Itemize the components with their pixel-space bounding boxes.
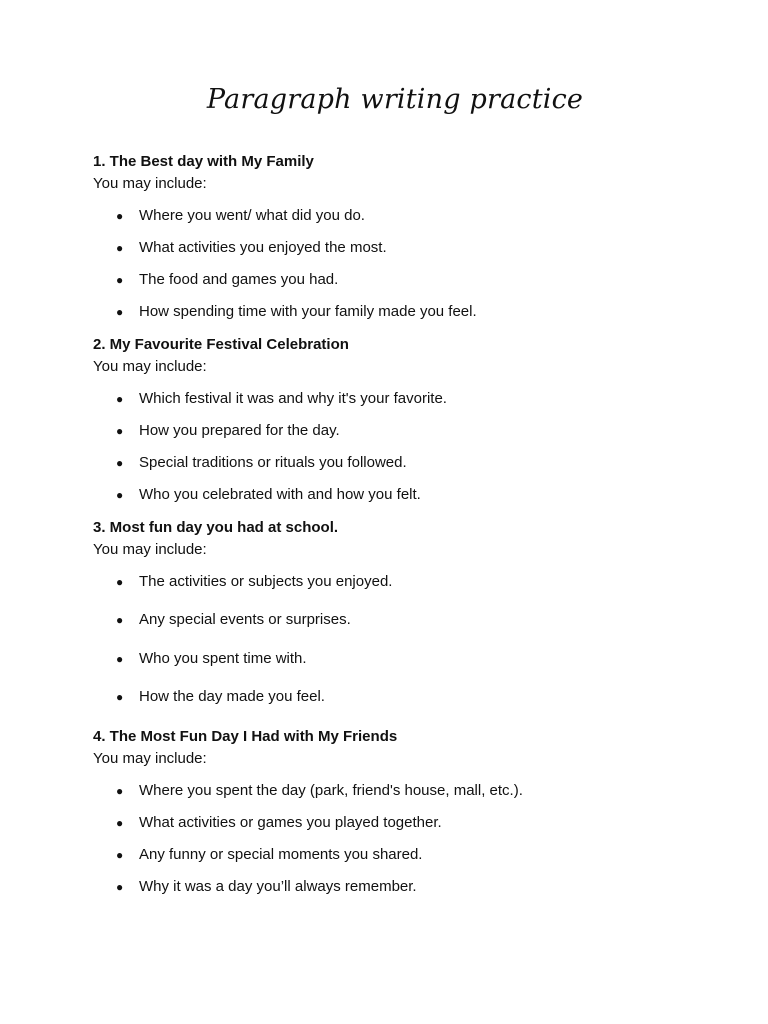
bullet-icon: ● <box>116 241 124 255</box>
list-item-text: How the day made you feel. <box>139 688 325 705</box>
bullet-icon: ● <box>116 880 124 894</box>
bullet-icon: ● <box>116 273 124 287</box>
list-item <box>93 609 733 631</box>
list-item-text: What activities or games you played together. <box>139 814 442 831</box>
list-item-text: Special traditions or rituals you followed. <box>139 454 407 471</box>
list-item <box>93 876 733 898</box>
section-heading: 1. The Best day with My Family <box>93 153 314 170</box>
list-item-text: The activities or subjects you enjoyed. <box>139 573 393 590</box>
list-item-text: How spending time with your family made you feel. <box>139 303 477 320</box>
section-fun-day-friends <box>93 726 733 898</box>
bullet-icon: ● <box>116 784 124 798</box>
bullet-icon: ● <box>116 816 124 830</box>
bullet-icon: ● <box>116 488 124 502</box>
list-item <box>93 301 733 323</box>
list-item-text: Which festival it was and why it's your favorite. <box>139 390 447 407</box>
bullet-list <box>93 571 733 708</box>
bullet-icon: ● <box>116 456 124 470</box>
section-heading: 4. The Most Fun Day I Had with My Friends <box>93 728 398 745</box>
section-intro: You may include: <box>93 541 207 558</box>
section-fun-day-school <box>93 517 733 708</box>
list-item <box>93 237 733 259</box>
list-item <box>93 571 733 593</box>
list-item <box>93 686 733 708</box>
section-intro: You may include: <box>93 358 207 375</box>
list-item-text: Any special events or surprises. <box>139 611 351 628</box>
list-item-text: Who you spent time with. <box>139 650 307 667</box>
section-heading: 2. My Favourite Festival Celebration <box>93 336 349 353</box>
section-favourite-festival <box>93 334 733 506</box>
bullet-list <box>93 205 733 323</box>
list-item-text: Where you went/ what did you do. <box>139 207 365 224</box>
section-best-day-family <box>93 151 733 323</box>
bullet-icon: ● <box>116 652 124 666</box>
bullet-icon: ● <box>116 209 124 223</box>
list-item <box>93 780 733 802</box>
bullet-icon: ● <box>116 690 124 704</box>
list-item <box>93 388 733 410</box>
list-item <box>93 452 733 474</box>
list-item <box>93 269 733 291</box>
bullet-icon: ● <box>116 613 124 627</box>
list-item <box>93 844 733 866</box>
list-item-text: Who you celebrated with and how you felt. <box>139 486 421 503</box>
list-item-text: How you prepared for the day. <box>139 422 340 439</box>
list-item-text: Why it was a day you’ll always remember. <box>139 878 417 895</box>
page-title: Paragraph writing practice <box>206 84 584 115</box>
bullet-list <box>93 780 733 898</box>
bullet-icon: ● <box>116 848 124 862</box>
list-item <box>93 484 733 506</box>
list-item-text: Any funny or special moments you shared. <box>139 846 423 863</box>
bullet-icon: ● <box>116 392 124 406</box>
section-intro: You may include: <box>93 175 207 192</box>
list-item <box>93 205 733 227</box>
list-item-text: Where you spent the day (park, friend's house, mall, etc.). <box>139 782 523 799</box>
list-item <box>93 648 733 670</box>
list-item <box>93 420 733 442</box>
bullet-list <box>93 388 733 506</box>
bullet-icon: ● <box>116 424 124 438</box>
section-intro: You may include: <box>93 750 207 767</box>
list-item <box>93 812 733 834</box>
list-item-text: What activities you enjoyed the most. <box>139 239 387 256</box>
section-heading: 3. Most fun day you had at school. <box>93 519 339 536</box>
list-item-text: The food and games you had. <box>139 271 339 288</box>
bullet-icon: ● <box>116 305 124 319</box>
bullet-icon: ● <box>116 575 124 589</box>
